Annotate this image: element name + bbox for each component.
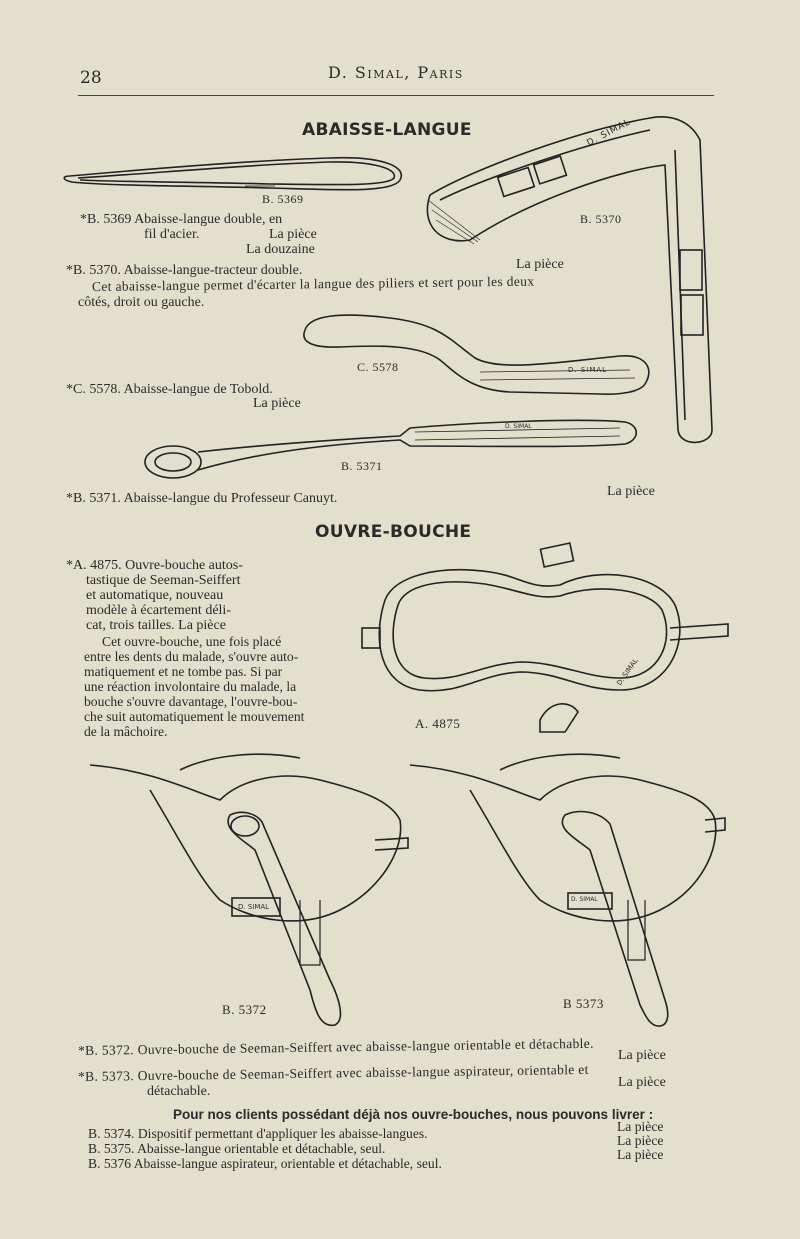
a4875-desc-4: bouche s'ouvre davantage, l'ouvre-bou- — [84, 694, 298, 709]
b5369-unit-douzaine: La douzaine — [246, 242, 315, 257]
b5369-unit-piece: La pièce — [269, 227, 317, 242]
a4875-line-2: et automatique, nouveau — [86, 588, 224, 603]
footer-item-1: B. 5375. Abaisse-langue orientable et détachable, seul. — [88, 1141, 386, 1156]
footer-item-1-unit: La pièce — [617, 1133, 664, 1148]
c5578-tobold-illustration — [304, 315, 649, 394]
footer-item-0: B. 5374. Dispositif permettant d'appliquer les abaisse-langues. — [88, 1126, 428, 1141]
section-title-ouvre-bouche: OUVRE-BOUCHE — [315, 522, 472, 542]
a4875-desc-0: Cet ouvre-bouche, une fois placé — [102, 634, 282, 649]
b5371-line1: *B. 5371. Abaisse-langue du Professeur Canuyt. — [66, 491, 338, 506]
b5370-caption: B. 5370 — [580, 212, 622, 226]
b5369-line1: *B. 5369 Abaisse-langue double, en — [80, 212, 283, 227]
footer-notice: Pour nos clients possédant déjà nos ouvre-bouches, nous pouvons livrer : — [173, 1107, 654, 1122]
b5373-engraving: D. SIMAL — [571, 896, 598, 903]
b5372-unit-piece: La pièce — [618, 1048, 666, 1063]
b5373-line1: *B. 5373. Ouvre-bouche de Seeman-Seiffert avec abaisse-langue aspirateur, orientable et — [77, 1061, 589, 1084]
b5373-mouth-gag-illustration — [410, 754, 725, 1026]
b5373-unit-piece: La pièce — [618, 1075, 666, 1090]
running-title: D. Simal, Paris — [328, 63, 464, 82]
a4875-mouth-gag-illustration — [362, 543, 728, 732]
a4875-desc-1: entre les dents du malade, s'ouvre auto- — [84, 649, 299, 664]
a4875-desc-2: matiquement et ne tombe pas. Si par — [84, 664, 283, 679]
b5369-wire-illustration — [64, 158, 401, 190]
footer-items — [88, 1126, 442, 1171]
a4875-line-3: modèle à écartement déli- — [86, 603, 231, 618]
b5372-mouth-gag-illustration — [90, 754, 408, 1025]
b5372-engraving: D. SIMAL — [238, 903, 270, 911]
c5578-line1: *C. 5578. Abaisse-langue de Tobold. — [66, 382, 273, 397]
b5370-desc2: côtés, droit ou gauche. — [78, 295, 205, 310]
a4875-desc-5: che suit automatiquement le mouvement — [84, 709, 305, 724]
footer-item-0-unit: La pièce — [617, 1119, 664, 1134]
b5371-caption: B. 5371 — [341, 459, 383, 473]
section-title-abaisse-langue: ABAISSE-LANGUE — [302, 120, 472, 140]
footer-item-2-unit: La pièce — [617, 1147, 664, 1162]
b5370-engraving: D. SIMAL — [585, 117, 633, 149]
footer-units — [617, 1120, 663, 1162]
b5373-caption: B 5373 — [563, 996, 604, 1011]
b5370-line1: *B. 5370. Abaisse-langue-tracteur double. — [66, 263, 303, 278]
b5373-line2: détachable. — [147, 1084, 211, 1099]
a4875-line-4: cat, trois tailles. La pièce — [86, 618, 226, 633]
b5370-desc1: Cet abaisse-langue permet d'écarter la langue des piliers et sert pour les deux — [91, 273, 535, 294]
b5372-line1: *B. 5372. Ouvre-bouche de Seeman-Seiffert avec abaisse-langue orientable et détachable. — [77, 1035, 594, 1058]
b5372-caption: B. 5372 — [222, 1002, 267, 1017]
a4875-description — [66, 558, 243, 633]
footer-item-2: B. 5376 Abaisse-langue aspirateur, orientable et détachable, seul. — [88, 1156, 442, 1171]
b5371-unit-piece: La pièce — [607, 484, 655, 499]
a4875-desc-3: une réaction involontaire du malade, la — [84, 679, 297, 694]
a4875-desc — [84, 634, 304, 739]
b5369-caption: B. 5369 — [262, 192, 304, 206]
a4875-caption: A. 4875 — [415, 716, 461, 731]
b5371-canuyt-illustration — [145, 420, 636, 478]
b5370-unit-piece: La pièce — [516, 257, 564, 272]
a4875-desc-6: de la mâchoire. — [84, 724, 168, 739]
c5578-caption: C. 5578 — [357, 360, 399, 374]
b5369-line2: fil d'acier. — [144, 227, 200, 242]
a4875-line-0: *A. 4875. Ouvre-bouche autos- — [66, 558, 243, 573]
b5371-engraving: D. SIMAL — [505, 423, 532, 430]
a4875-line-1: tastique de Seeman-Seiffert — [86, 573, 241, 588]
a4875-engraving: D. SIMAL — [615, 656, 640, 688]
page-number: 28 — [80, 68, 102, 88]
c5578-unit-piece: La pièce — [253, 396, 301, 411]
c5578-engraving: D. SIMAL — [568, 366, 608, 374]
